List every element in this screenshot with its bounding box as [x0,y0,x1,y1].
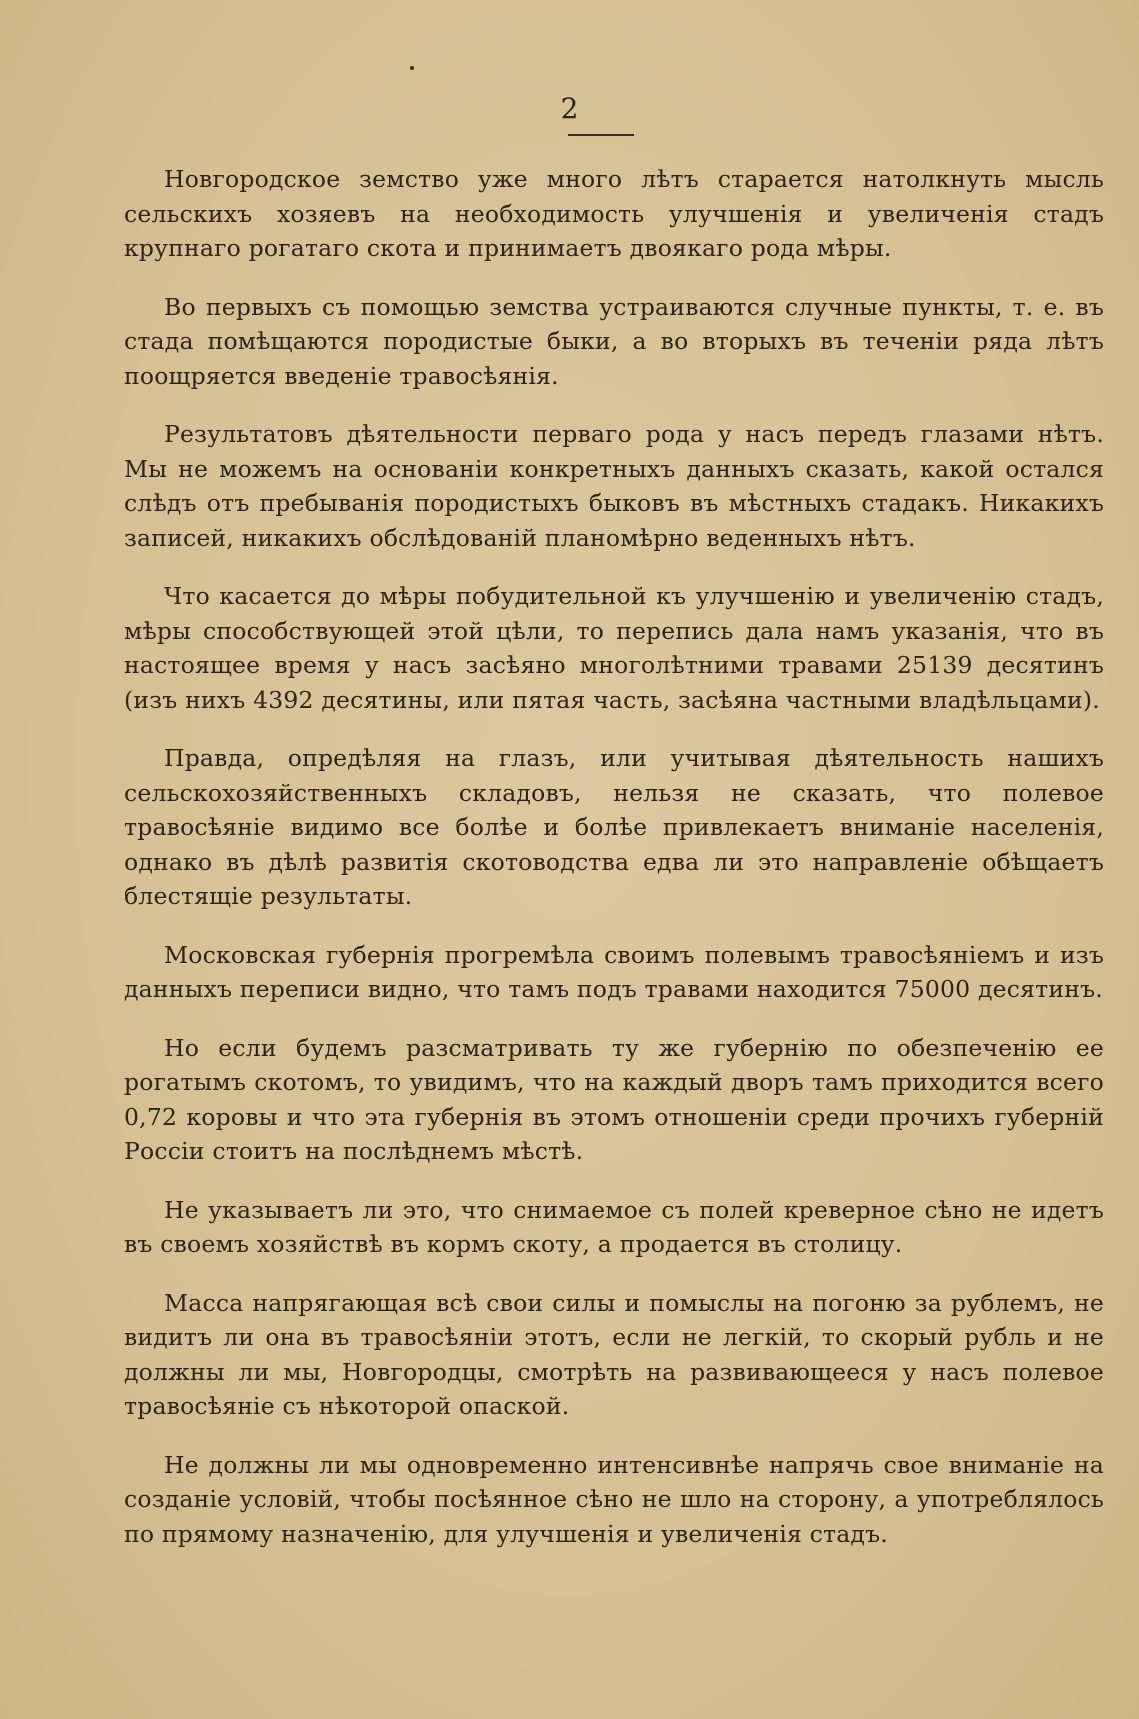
paragraph-1: Новгородское земство уже много лѣтъ старается натолкнуть мысль сельскихъ хозяевъ на необходимость улучшенія и увеличенія стадъ крупнаго рогатаго скота и принимаетъ двоякаго рода мѣры. [124,165,1104,262]
paragraph-9: Масса напрягающая всѣ свои силы и помыслы на погоню за рублемъ, не видитъ ли она въ травосѣяніи этотъ, если не легкій, то скорый рубль и не должны ли мы, Новгородцы, смотрѣть на развивающееся у насъ полевое травосѣяніе съ нѣкоторой опаской. [124,1288,1104,1420]
page-number: 2 [560,92,579,125]
paragraph-6: Московская губернія прогремѣла своимъ полевымъ травосѣяніемъ и изъ данныхъ переписи видно, что тамъ подъ травами находится 75000 десятинъ. [124,940,1104,1003]
paragraph-10: Не должны ли мы одновременно интенсивнѣе напрячь свое вниманіе на созданіе условій, чтобы посѣянное сѣно не шло на сторону, а употреблялось по прямому назначенію, для улучшенія и увеличенія стадъ. [124,1450,1104,1548]
paragraph-4: Что касается до мѣры побудительной къ улучшенію и увеличенію стадъ, мѣры способствующей этой цѣли, то перепись дала намъ указанія, что въ настоящее время у насъ засѣяно многолѣтними травами 25139 десятинъ (изъ нихъ 4392 десятины, или пятая часть, засѣяна частными владѣльцами). [124,582,1104,714]
paragraph-8: Не указываетъ ли это, что снимаемое съ полей креверное сѣно не идетъ въ своемъ хозяйствѣ въ кормъ скоту, а продается въ столицу. [124,1195,1104,1258]
paragraph-2: Во первыхъ съ помощью земства устраиваются случные пункты, т. е. въ стада помѣщаются породистые быки, а во вторыхъ въ теченіи ряда лѣтъ поощряется введеніе травосѣянія. [124,292,1104,390]
paragraph-3: Результатовъ дѣятельности перваго рода у насъ передъ глазами нѣтъ. Мы не можемъ на основаніи конкретныхъ данныхъ сказать, какой остался слѣдъ отъ пребыванія породистыхъ быковъ въ мѣстныхъ стадакъ. Никакихъ записей, никакихъ обслѣдованій планомѣрно веденныхъ нѣтъ. [124,420,1104,552]
ink-speck [410,66,414,70]
paragraph-5: Правда, опредѣляя на глазъ, или учитывая дѣятельность нашихъ сельскохозяйственныхъ складовъ, нельзя не сказать, что полевое травосѣяніе видимо все болѣе и болѣе привлекаетъ вниманіе населенія, однако въ дѣлѣ развитія скотоводства едва ли это направленіе обѣщаетъ блестящіе результаты. [124,744,1104,910]
paragraph-7: Но если будемъ разсматривать ту же губернію по обезпеченію ее рогатымъ скотомъ, то увидимъ, что на каждый дворъ тамъ приходится всего 0,72 коровы и что эта губернія въ этомъ отношеніи среди прочихъ губерній Россіи стоитъ на послѣднемъ мѣстѣ. [124,1033,1104,1165]
page-number-underline [568,134,634,136]
body-text [124,162,1104,1575]
